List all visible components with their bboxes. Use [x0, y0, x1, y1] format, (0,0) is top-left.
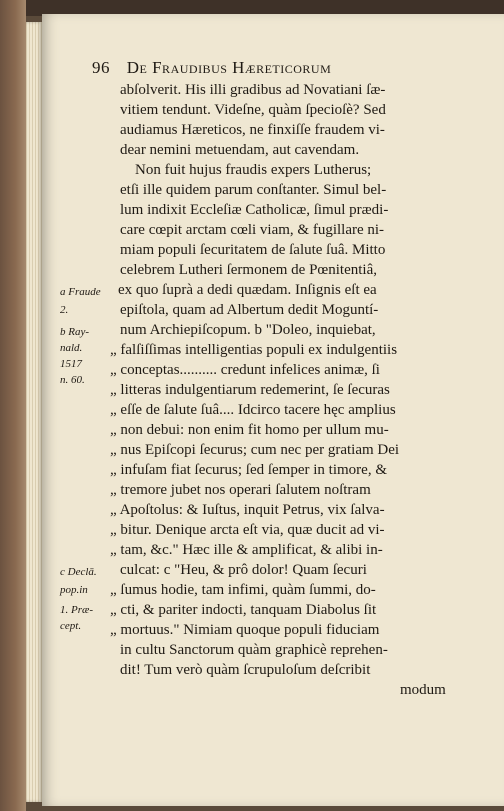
- margin-note: 1517: [60, 358, 82, 370]
- text-line: „ nus Epiſcopi ſecurus; cum nec per gratiam Dei: [110, 442, 400, 458]
- text-line: celebrem Lutheri ſermonem de Pœnitentiâ,: [120, 262, 377, 278]
- text-line: care cœpit arctam cœli viam, & fugillare ni-: [120, 222, 385, 238]
- margin-note: cept.: [60, 620, 82, 632]
- catchword: modum: [400, 682, 446, 698]
- book-spine: [0, 0, 26, 811]
- text-line: „ mortuus." Nimiam quoque populi fiduciam: [110, 622, 380, 638]
- text-line: miam populi ſecuritatem de ſalute ſuâ. Mitto: [120, 242, 386, 258]
- text-line: epiſtola, quam ad Albertum dedit Moguntí-: [120, 302, 379, 318]
- margin-note: c Declā.: [60, 566, 97, 578]
- text-line: „ ſumus hodie, tam infimi, quàm ſummi, do-: [110, 582, 376, 598]
- page-edges: [26, 22, 42, 802]
- text-line: „ tremore jubet nos operari ſalutem noſtram: [110, 482, 371, 498]
- running-title: De Fraudibus Hæreticorum: [126, 58, 332, 77]
- text-line: num Archiepiſcopum. b "Doleo, inquiebat,: [120, 322, 376, 338]
- margin-note: 1. Præ-: [60, 604, 93, 616]
- text-line: „ falſiſſimas intelligentias populi ex indulgentiis: [110, 342, 398, 358]
- margin-note: n. 60.: [60, 374, 85, 386]
- text-line: „ cti, & pariter indocti, tanquam Diabolus ſit: [110, 602, 377, 618]
- text-line: vitiem tendunt. Videſne, quàm ſpecioſè? Sed: [120, 102, 386, 118]
- text-line: „ conceptas.......... credunt infelices animæ, ſi: [110, 362, 380, 378]
- text-line: audiamus Hæreticos, ne finxiſſe fraudem vi-: [120, 122, 385, 138]
- page-number: 96: [92, 58, 110, 77]
- text-line: ex quo ſuprà a dedi quædam. Inſignis eſt ea: [118, 282, 377, 298]
- text-line: abſolverit. His illi gradibus ad Novatiani ſæ-: [120, 82, 386, 98]
- margin-note: a Fraude: [60, 286, 101, 298]
- text-line: lum indixit Eccleſiæ Catholicæ, ſimul prædi-: [120, 202, 389, 218]
- margin-note: b Ray-: [60, 326, 90, 338]
- text-line: „ Apoſtolus: & Iuſtus, inquit Petrus, vix ſalva-: [110, 502, 385, 518]
- text-line: „ non debui: non enim fit homo per ullum mu-: [110, 422, 389, 438]
- margin-note: nald.: [60, 342, 83, 354]
- text-line: dit! Tum verò quàm ſcrupuloſum deſcribit: [120, 662, 371, 678]
- running-header: [92, 58, 331, 78]
- text-line: „ infuſam fiat ſecurus; ſed ſemper in timore, &: [110, 462, 387, 478]
- text-line: culcat: c "Heu, & prô dolor! Quam ſecuri: [120, 562, 367, 578]
- text-line: etſi ille quidem parum conſtanter. Simul bel-: [120, 182, 387, 198]
- text-line: „ litteras indulgentiarum redemerint, ſe ſecuras: [110, 382, 390, 398]
- margin-note: pop.in: [60, 584, 88, 596]
- text-line: in cultu Sanctorum quàm graphicè reprehen-: [120, 642, 388, 658]
- margin-note: 2.: [60, 304, 69, 316]
- text-line: „ eſſe de ſalute ſuâ.... Idcirco tacere hęc amplius: [110, 402, 396, 418]
- text-line: Non fuit hujus fraudis expers Lutherus;: [135, 162, 372, 178]
- text-line: dear nemini metuendam, aut cavendam.: [120, 142, 360, 158]
- text-line: „ bitur. Denique arcta eſt via, quæ ducit ad vi-: [110, 522, 385, 538]
- text-line: „ tam, &c." Hæc ille & amplificat, & alibi in-: [110, 542, 383, 558]
